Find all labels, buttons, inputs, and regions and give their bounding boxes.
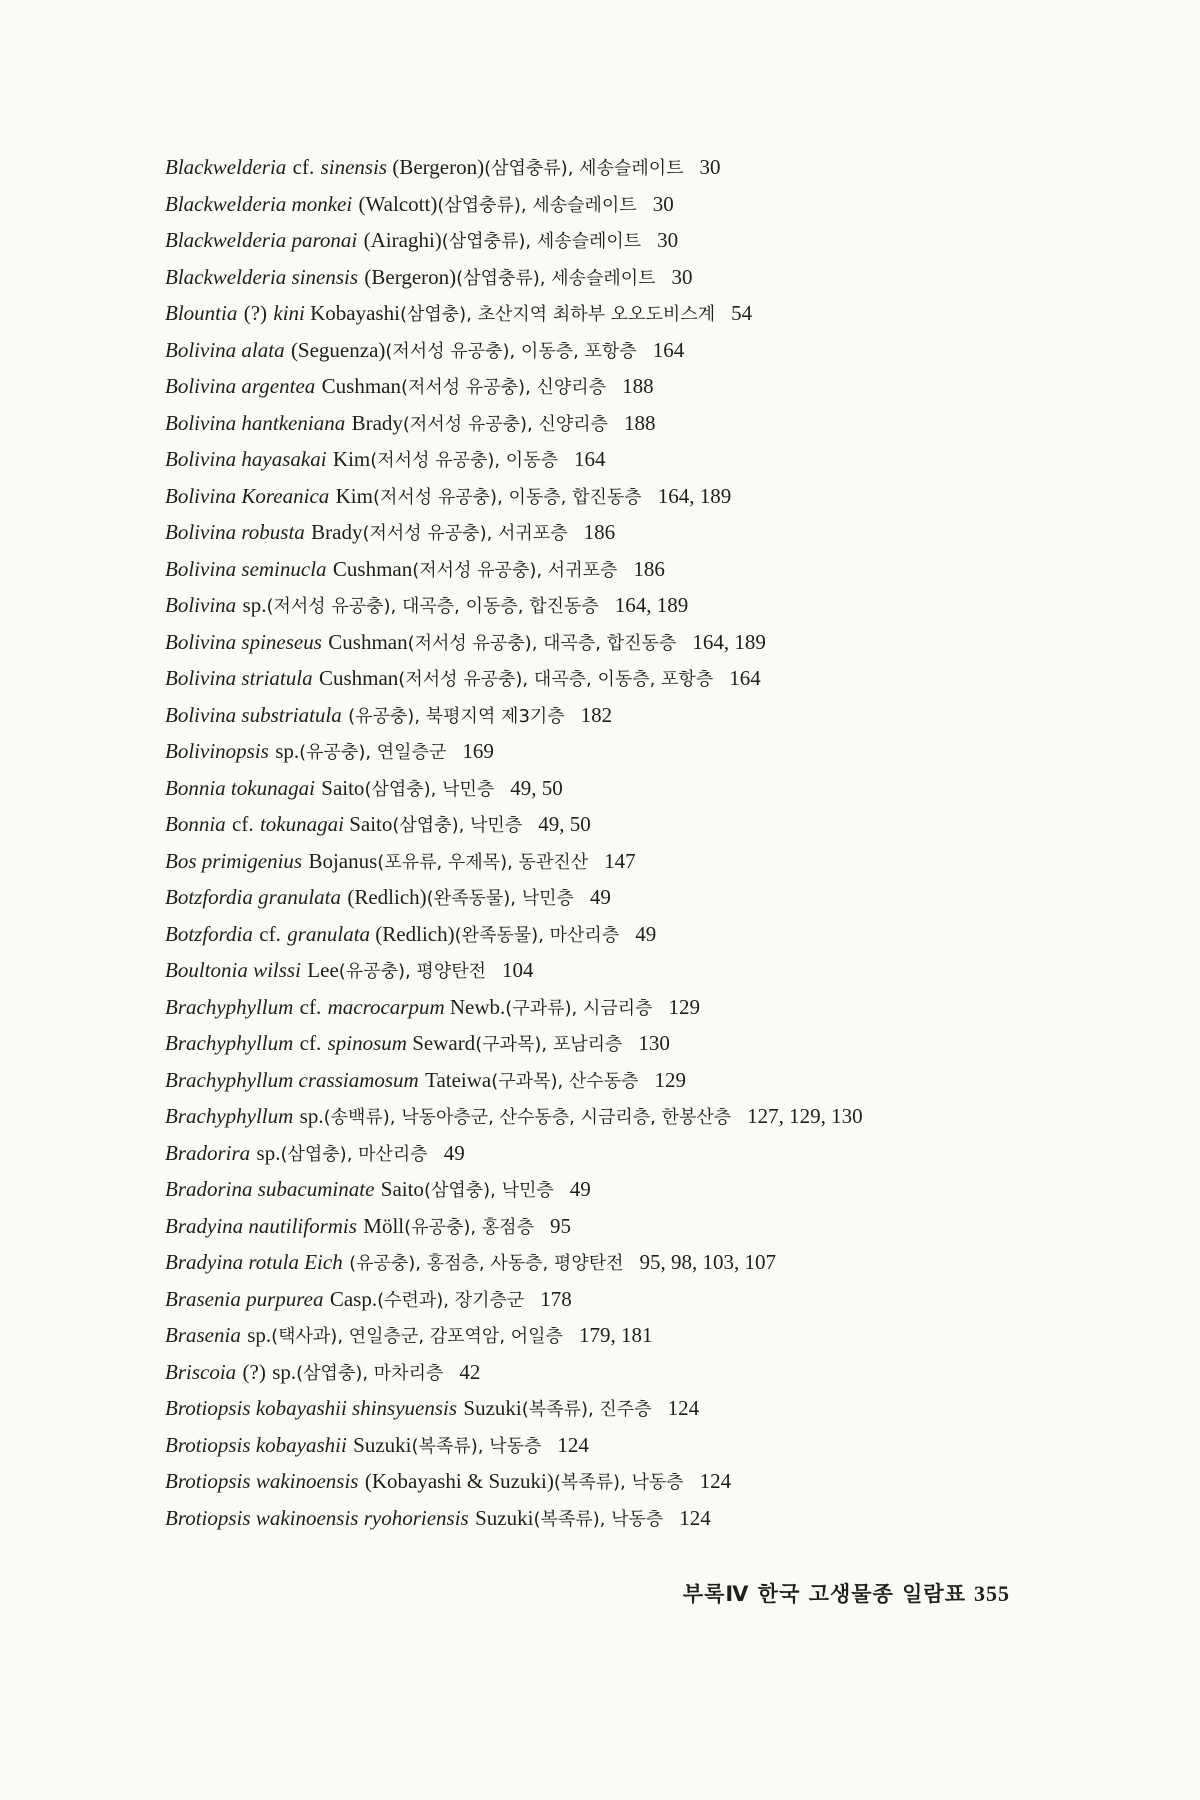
- species-description: (포유류, 우제목), 동관진산: [377, 851, 589, 873]
- species-name: Blackwelderia paronai: [165, 228, 358, 252]
- page-references: 147: [604, 848, 636, 873]
- index-entry: [165, 442, 1065, 479]
- species-qualifier: cf.: [259, 921, 281, 946]
- species-author: Cushman: [332, 556, 413, 581]
- index-entry: [165, 1391, 1065, 1428]
- species-name: Brotiopsis wakinoensis ryohoriensis: [165, 1505, 469, 1530]
- species-description: (유공충), 연일층군: [299, 742, 447, 763]
- index-entry: [165, 515, 1065, 552]
- species-description: (택사과), 연일층군, 감포역암, 어일층: [271, 1326, 563, 1347]
- page-references: 164, 189: [692, 629, 766, 654]
- species-description: (저서성 유공충), 서귀포층: [362, 523, 568, 544]
- page-references: 124: [679, 1505, 711, 1530]
- species-author: Brady: [311, 520, 363, 544]
- index-entry: [165, 880, 1065, 917]
- species-author: Saito: [343, 812, 393, 836]
- index-entry: [165, 406, 1065, 443]
- species-name: Bolivina alata: [165, 337, 285, 362]
- index-entry: [165, 807, 1065, 844]
- index-entry: [165, 1282, 1065, 1319]
- page-references: 49: [635, 921, 657, 946]
- species-description: (삼엽충), 초산지역 최하부 오오도비스계: [399, 304, 716, 325]
- species-index-list: [165, 150, 1065, 1537]
- species-author: Brady: [351, 410, 403, 435]
- page-references: 186: [583, 520, 616, 544]
- index-entry: [165, 1099, 1065, 1136]
- page-references: 95: [549, 1213, 571, 1238]
- page-references: 30: [671, 264, 693, 289]
- page-number: 355: [974, 1581, 1010, 1606]
- index-entry: [165, 771, 1065, 808]
- species-name: Bolivina substriatula: [165, 702, 342, 727]
- page-references: 124: [667, 1396, 700, 1420]
- species-author: Cushman: [318, 666, 399, 690]
- species-description: (수련과), 장기층군: [377, 1289, 525, 1311]
- species-description: (유공충), 홍점층: [404, 1216, 534, 1238]
- index-entry: [165, 1464, 1065, 1501]
- species-name: Bolivina argentea: [165, 374, 316, 398]
- page-references: 164, 189: [657, 483, 732, 508]
- species-epithet: spinosum: [327, 1031, 407, 1055]
- species-author: (Kobayashi & Suzuki): [364, 1469, 554, 1493]
- species-name: Blountia: [165, 301, 238, 325]
- species-qualifier: cf.: [299, 1031, 322, 1055]
- species-description: (삼엽충류), 세송슬레이트: [484, 158, 684, 179]
- page-references: 129: [654, 1067, 686, 1092]
- species-author: Suzuki: [475, 1505, 534, 1530]
- species-name: Bolivina striatula: [165, 666, 313, 690]
- page-references: 164: [729, 666, 761, 690]
- species-qualifier: (?): [243, 301, 268, 325]
- species-name: Bolivina spineseus: [165, 629, 322, 654]
- footer-title: 부록Ⅳ 한국 고생물종 일람표: [682, 1582, 966, 1606]
- index-entry: [165, 260, 1065, 297]
- page-footer: [683, 1578, 1010, 1608]
- species-qualifier: cf.: [299, 994, 322, 1019]
- index-entry: [165, 1428, 1065, 1465]
- species-name: Bolivina hantkeniana: [165, 410, 346, 435]
- species-name: Bradorira: [165, 1140, 251, 1165]
- page-references: 178: [540, 1286, 572, 1311]
- species-author: Saito: [321, 775, 365, 800]
- index-entry: [165, 953, 1065, 990]
- species-author: Saito: [380, 1177, 424, 1201]
- index-entry: [165, 369, 1065, 406]
- species-description: (완족동물), 낙민층: [426, 888, 574, 909]
- species-author: Suzuki: [353, 1432, 412, 1457]
- species-description: (구과목), 산수동층: [491, 1070, 639, 1092]
- species-epithet: granulata: [287, 921, 371, 946]
- species-description: (저서성 유공충), 이동층: [370, 450, 558, 471]
- page-references: 164, 189: [614, 593, 689, 617]
- species-name: Bradorina subacuminate: [165, 1177, 375, 1201]
- species-name: Brachyphyllum: [165, 1104, 294, 1128]
- species-author: Möll: [363, 1213, 405, 1238]
- species-description: (저서성 유공충), 대곡층, 합진동층: [407, 632, 677, 654]
- index-entry: [165, 150, 1065, 187]
- page-references: 42: [459, 1359, 481, 1384]
- species-name: Boultonia wilssi: [165, 958, 301, 982]
- index-entry: [165, 844, 1065, 881]
- species-description: (유공충), 평양탄전: [338, 961, 486, 982]
- species-name: Brotiopsis wakinoensis: [165, 1469, 359, 1493]
- species-name: Brasenia: [165, 1323, 241, 1347]
- page-references: 124: [557, 1432, 589, 1457]
- species-name: Brotiopsis kobayashii: [165, 1432, 347, 1457]
- index-entry: [165, 698, 1065, 735]
- species-qualifier: cf.: [292, 155, 315, 179]
- species-name: Botzfordia: [165, 921, 253, 946]
- species-name: Brachyphyllum: [165, 994, 294, 1019]
- page-references: 164: [573, 447, 606, 471]
- species-author: Cushman: [321, 374, 401, 398]
- species-author: (Redlich): [347, 885, 427, 909]
- species-name: Bolivina Koreanica: [165, 483, 330, 508]
- species-name: Bradyina nautiliformis: [165, 1213, 357, 1238]
- species-epithet: macrocarpum: [327, 994, 445, 1019]
- species-epithet: kini: [273, 301, 305, 325]
- species-description: (삼엽충), 마차리층: [296, 1362, 444, 1384]
- species-author: Seward: [406, 1031, 476, 1055]
- page-references: 186: [633, 556, 665, 581]
- species-description: (저서성 유공충), 이동층, 포항층: [385, 340, 637, 362]
- species-description: (삼엽충), 낙민층: [423, 1180, 554, 1201]
- index-entry: [165, 1136, 1065, 1173]
- index-entry: [165, 1245, 1065, 1282]
- species-description: (저서성 유공충), 이동층, 합진동층: [372, 486, 642, 508]
- species-name: Briscoia: [165, 1359, 237, 1384]
- species-description: (복족류), 진주층: [521, 1399, 652, 1420]
- index-entry: [165, 917, 1065, 954]
- species-description: (삼엽충), 낙민층: [364, 778, 495, 800]
- species-author: (Redlich): [370, 921, 455, 946]
- species-name: Bos primigenius: [165, 848, 303, 873]
- species-name: Bonnia tokunagai: [165, 775, 315, 800]
- index-entry: [165, 1355, 1065, 1392]
- page-references: 124: [699, 1469, 732, 1493]
- species-author: Suzuki: [463, 1396, 522, 1420]
- species-author: sp.: [247, 1323, 272, 1347]
- species-author: Cushman: [328, 629, 408, 654]
- page-references: 30: [657, 228, 679, 252]
- species-author: (Bergeron): [364, 264, 457, 289]
- index-entry: [165, 625, 1065, 662]
- page-references: 164: [652, 337, 685, 362]
- species-author: Kim: [332, 447, 371, 471]
- index-entry: [165, 1172, 1065, 1209]
- species-name: Blackwelderia monkei: [165, 191, 353, 216]
- index-entry: [165, 1318, 1065, 1355]
- species-name: Bonnia: [165, 812, 226, 836]
- species-name: Bolivina seminucla: [165, 556, 327, 581]
- species-description: (삼엽충류), 세송슬레이트: [441, 231, 642, 252]
- species-description: (저서성 유공충), 서귀포층: [412, 559, 618, 581]
- index-entry: [165, 479, 1065, 516]
- page-references: 49: [569, 1177, 591, 1201]
- species-author: sp.: [242, 593, 267, 617]
- species-author: Casp.: [329, 1286, 378, 1311]
- species-author: (Walcott): [358, 191, 438, 216]
- species-name: Brotiopsis kobayashii shinsyuensis: [165, 1396, 458, 1420]
- species-author: Kim: [335, 483, 373, 508]
- species-author: (Bergeron): [387, 155, 485, 179]
- species-author: sp.: [275, 739, 300, 763]
- species-description: (삼엽충류), 세송슬레이트: [456, 267, 656, 289]
- species-author: Bojanus: [308, 848, 378, 873]
- species-description: (삼엽충류), 세송슬레이트: [437, 194, 637, 216]
- species-description: (저서성 유공충), 대곡층, 이동층, 포항층: [398, 669, 714, 690]
- species-description: (구과류), 시금리층: [505, 997, 653, 1019]
- species-qualifier: (?): [242, 1359, 266, 1384]
- page-references: 169: [462, 739, 494, 763]
- page-references: 127, 129, 130: [747, 1104, 863, 1128]
- species-name: Botzfordia granulata: [165, 885, 341, 909]
- species-name: Blackwelderia sinensis: [165, 264, 359, 289]
- page-references: 182: [580, 702, 613, 727]
- species-author: Tateiwa: [425, 1067, 492, 1092]
- species-name: Brasenia purpurea: [165, 1286, 324, 1311]
- page-references: 95, 98, 103, 107: [639, 1250, 776, 1274]
- species-description: (저서성 유공충), 신양리층: [400, 377, 607, 398]
- index-entry: [165, 588, 1065, 625]
- species-description: (저서성 유공충), 대곡층, 이동층, 합진동층: [266, 596, 599, 617]
- index-entry: [165, 187, 1065, 224]
- page-references: 49: [589, 885, 611, 909]
- species-author: Kobayashi: [304, 301, 400, 325]
- species-name: Bradyina rotula Eich: [165, 1250, 343, 1274]
- species-description: (완족동물), 마산리층: [454, 924, 620, 946]
- index-entry: [165, 661, 1065, 698]
- species-author: Newb.: [444, 994, 506, 1019]
- species-author: (Airaghi): [363, 228, 442, 252]
- page-references: 30: [652, 191, 674, 216]
- species-author: Lee: [307, 958, 339, 982]
- index-entry: [165, 296, 1065, 333]
- species-description: (구과목), 포남리층: [475, 1034, 623, 1055]
- page-references: 188: [622, 374, 654, 398]
- index-entry: [165, 1501, 1065, 1538]
- species-description: (삼엽충), 낙민층: [392, 815, 523, 836]
- species-epithet: tokunagai: [259, 812, 344, 836]
- species-name: Bolivina robusta: [165, 520, 305, 544]
- index-entry: [165, 990, 1065, 1027]
- species-author: (Seguenza): [290, 337, 386, 362]
- page-references: 49: [443, 1140, 465, 1165]
- species-author: sp.: [299, 1104, 324, 1128]
- page-references: 130: [638, 1031, 670, 1055]
- index-entry: [165, 734, 1065, 771]
- page-references: 188: [624, 410, 656, 435]
- species-description: (송백류), 낙동아층군, 산수동층, 시금리층, 한봉산층: [323, 1107, 732, 1128]
- page-references: 30: [699, 155, 721, 179]
- species-name: Bolivinopsis: [165, 739, 269, 763]
- species-description: (복족류), 낙동층: [411, 1435, 542, 1457]
- species-description: (유공충), 북평지역 제3기층: [348, 705, 565, 727]
- species-name: Brachyphyllum crassiamosum: [165, 1067, 419, 1092]
- index-entry: [165, 552, 1065, 589]
- species-description: (복족류), 낙동층: [553, 1472, 684, 1493]
- index-entry: [165, 1063, 1065, 1100]
- page-references: 54: [731, 301, 753, 325]
- species-author: sp.: [272, 1359, 297, 1384]
- species-name: Bolivina hayasakai: [165, 447, 327, 471]
- species-name: Blackwelderia: [165, 155, 287, 179]
- index-entry: [165, 1209, 1065, 1246]
- species-epithet: sinensis: [320, 155, 388, 179]
- species-name: Brachyphyllum: [165, 1031, 294, 1055]
- index-entry: [165, 223, 1065, 260]
- species-name: Bolivina: [165, 593, 237, 617]
- species-description: (유공충), 홍점층, 사동층, 평양탄전: [349, 1253, 624, 1274]
- page-references: 49, 50: [510, 775, 563, 800]
- species-author: sp.: [256, 1140, 281, 1165]
- species-description: (복족류), 낙동층: [533, 1508, 664, 1530]
- page-references: 49, 50: [538, 812, 591, 836]
- index-entry: [165, 333, 1065, 370]
- page-references: 129: [668, 994, 701, 1019]
- page-references: 104: [502, 958, 534, 982]
- species-description: (삼엽충), 마산리층: [280, 1143, 428, 1165]
- species-description: (저서성 유공충), 신양리층: [402, 413, 608, 435]
- index-entry: [165, 1026, 1065, 1063]
- species-qualifier: cf.: [232, 812, 254, 836]
- page-references: 179, 181: [578, 1323, 653, 1347]
